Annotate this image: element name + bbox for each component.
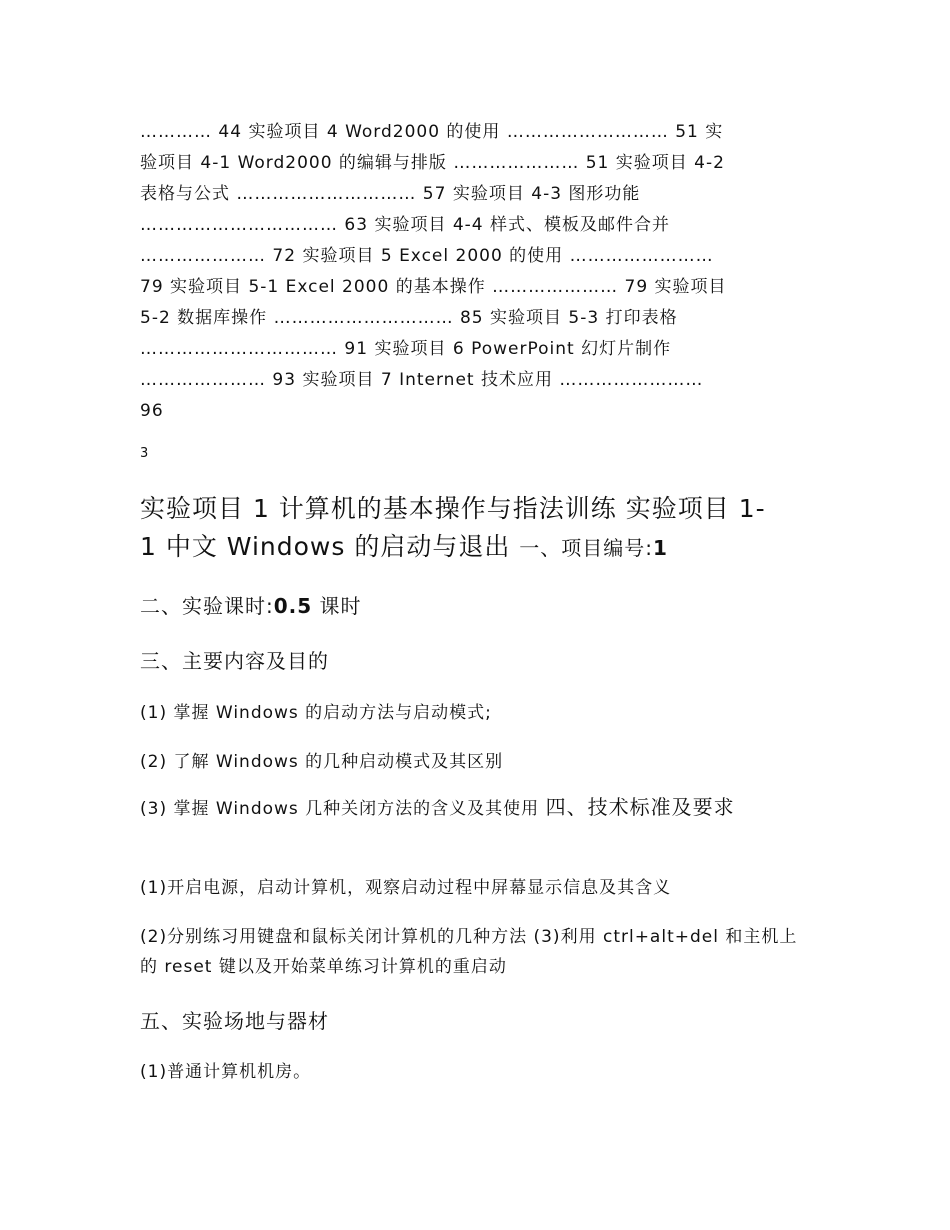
toc-line: ………………… 93 实验项目 7 Internet 技术应用 …………………… <box>140 370 704 390</box>
class-hours-label: 二、实验课时: <box>140 594 274 618</box>
list-item: (2) 了解 Windows 的几种启动模式及其区别 <box>140 752 504 772</box>
standard-item: (2)分别练习用键盘和鼠标关闭计算机的几种方法 (3)利用 ctrl+alt+del 和主机上的 reset 键以及开始菜单练习计算机的重启动 <box>140 927 798 977</box>
page-number: 3 <box>140 446 149 461</box>
toc-line: 表格与公式 ………………………… 57 实验项目 4-3 图形功能 <box>140 184 641 204</box>
class-hours-value: 0.5 <box>273 594 313 618</box>
toc-line: …………………………… 91 实验项目 6 PowerPoint 幻灯片制作 <box>140 339 672 359</box>
equipment-item: (1)普通计算机机房。 <box>140 1062 312 1082</box>
class-hours-unit: 课时 <box>312 594 362 618</box>
heading-line-1: 实验项目 1 计算机的基本操作与指法训练 实验项目 1- <box>140 494 766 523</box>
standard-item: (1)开启电源，启动计算机，观察启动过程中屏幕显示信息及其含义 <box>140 878 672 898</box>
section-class-hours <box>140 591 810 621</box>
list-item-3 <box>140 793 810 824</box>
toc-line: ………… 44 实验项目 4 Word2000 的使用 ……………………… 51 实 <box>140 122 724 142</box>
toc-line: 验项目 4-1 Word2000 的编辑与排版 ………………… 51 实验项目 4-2 <box>140 153 725 173</box>
project-number-label: 一、项目编号: <box>519 536 654 560</box>
table-of-contents <box>140 117 810 427</box>
list-item: (1) 掌握 Windows 的启动方法与启动模式; <box>140 703 492 723</box>
section-site-equipment-title: 五、实验场地与器材 <box>140 1009 329 1033</box>
project-number-value: 1 <box>653 536 668 560</box>
item-3-text: (3) 掌握 Windows 几种关闭方法的含义及其使用 <box>140 799 546 819</box>
toc-line: …………………………… 63 实验项目 4-4 样式、模板及邮件合并 <box>140 215 671 235</box>
heading-line-2 <box>140 528 810 567</box>
toc-line: 79 实验项目 5-1 Excel 2000 的基本操作 ………………… 79 实验项目 <box>140 277 727 297</box>
heading-title: 1 中文 Windows 的启动与退出 <box>140 532 520 561</box>
toc-line: 96 <box>140 401 164 421</box>
toc-line: 5-2 数据库操作 ………………………… 85 实验项目 5-3 打印表格 <box>140 308 678 328</box>
section-main-content-title: 三、主要内容及目的 <box>140 649 329 673</box>
experiment-heading <box>140 490 810 567</box>
toc-line: ………………… 72 实验项目 5 Excel 2000 的使用 …………………… <box>140 246 714 266</box>
section-technical-standards-title: 四、技术标准及要求 <box>545 795 735 819</box>
